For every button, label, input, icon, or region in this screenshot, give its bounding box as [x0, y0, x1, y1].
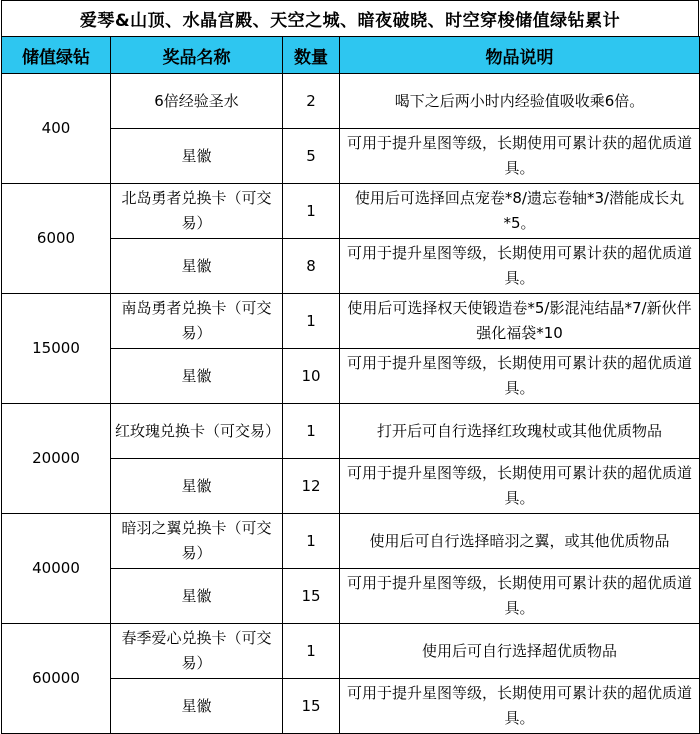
page-title: 爱琴&山顶、水晶宫殿、天空之城、暗夜破晓、时空穿梭储值绿钻累计	[1, 0, 699, 36]
item-qty: 1	[283, 294, 340, 349]
item-name: 6倍经验圣水	[111, 74, 283, 129]
item-desc: 使用后可自行选择超优质物品	[340, 624, 700, 679]
item-desc: 使用后可自行选择暗羽之翼，或其他优质物品	[340, 514, 700, 569]
table-row	[2, 514, 700, 569]
item-qty: 2	[283, 74, 340, 129]
table-row	[2, 294, 700, 349]
item-qty: 1	[283, 184, 340, 239]
item-name: 星徽	[111, 349, 283, 404]
col-header-desc: 物品说明	[340, 37, 700, 74]
item-name: 星徽	[111, 459, 283, 514]
item-desc: 可用于提升星图等级，长期使用可累计获的超优质道具。	[340, 569, 700, 624]
item-name: 星徽	[111, 569, 283, 624]
item-desc: 使用后可选择回点宠卷*8/遗忘卷轴*3/潜能成长丸*5。	[340, 184, 700, 239]
reward-table	[1, 36, 700, 734]
item-qty: 1	[283, 624, 340, 679]
table-row	[2, 624, 700, 679]
item-desc: 可用于提升星图等级，长期使用可累计获的超优质道具。	[340, 129, 700, 184]
item-qty: 15	[283, 679, 340, 734]
item-qty: 1	[283, 404, 340, 459]
item-desc: 可用于提升星图等级，长期使用可累计获的超优质道具。	[340, 679, 700, 734]
item-name: 春季爱心兑换卡（可交易）	[111, 624, 283, 679]
item-qty: 12	[283, 459, 340, 514]
item-qty: 10	[283, 349, 340, 404]
item-qty: 1	[283, 514, 340, 569]
header-row	[2, 37, 700, 74]
tier-amount: 400	[2, 74, 111, 184]
col-header-amount: 储值绿钻	[2, 37, 111, 74]
item-desc: 打开后可自行选择红玫瑰杖或其他优质物品	[340, 404, 700, 459]
item-qty: 5	[283, 129, 340, 184]
tier-amount: 20000	[2, 404, 111, 514]
item-qty: 8	[283, 239, 340, 294]
table-row	[2, 74, 700, 129]
tier-amount: 6000	[2, 184, 111, 294]
item-name: 南岛勇者兑换卡（可交易）	[111, 294, 283, 349]
item-desc: 可用于提升星图等级，长期使用可累计获的超优质道具。	[340, 349, 700, 404]
item-name: 暗羽之翼兑换卡（可交易）	[111, 514, 283, 569]
col-header-name: 奖品名称	[111, 37, 283, 74]
item-name: 红玫瑰兑换卡（可交易）	[111, 404, 283, 459]
item-qty: 15	[283, 569, 340, 624]
item-name: 北岛勇者兑换卡（可交易）	[111, 184, 283, 239]
item-name: 星徽	[111, 679, 283, 734]
tier-amount: 15000	[2, 294, 111, 404]
item-name: 星徽	[111, 129, 283, 184]
table-row	[2, 184, 700, 239]
item-desc: 可用于提升星图等级，长期使用可累计获的超优质道具。	[340, 459, 700, 514]
col-header-qty: 数量	[283, 37, 340, 74]
tier-amount: 60000	[2, 624, 111, 734]
item-desc: 使用后可选择权天使锻造卷*5/影混沌结晶*7/新伙伴强化福袋*10	[340, 294, 700, 349]
item-desc: 喝下之后两小时内经验值吸收乘6倍。	[340, 74, 700, 129]
item-desc: 可用于提升星图等级，长期使用可累计获的超优质道具。	[340, 239, 700, 294]
item-name: 星徽	[111, 239, 283, 294]
table-row	[2, 404, 700, 459]
reward-sheet	[1, 0, 699, 734]
tier-amount: 40000	[2, 514, 111, 624]
